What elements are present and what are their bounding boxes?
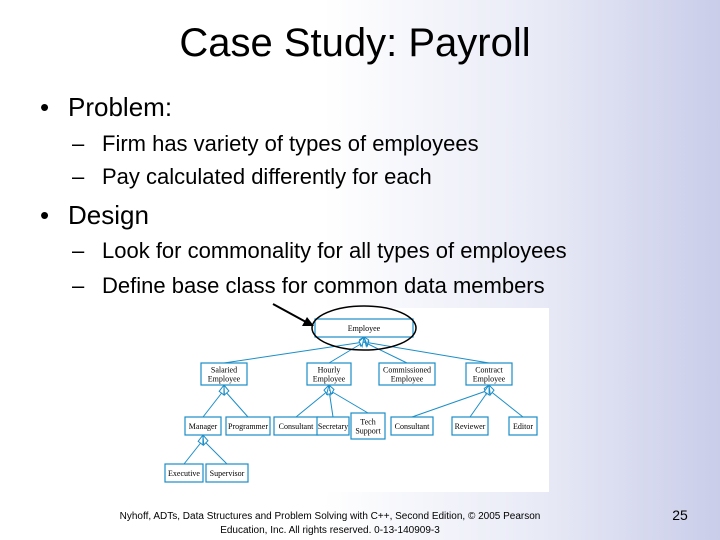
class-node-label: Employee xyxy=(347,324,381,333)
class-node-label: Secretary xyxy=(317,422,349,431)
bullet-dot: • xyxy=(40,200,50,230)
footer-line-2: Education, Inc. All rights reserved. 0-13-140909-3 xyxy=(220,525,440,536)
sub-dash: – xyxy=(72,131,85,156)
class-node-label: Programmer xyxy=(228,422,268,431)
sub-item-commonality-text: Look for commonality for all types of employees xyxy=(102,238,567,263)
class-node-label: Consultant xyxy=(394,422,430,431)
footer-citation xyxy=(100,510,560,538)
sub-dash: – xyxy=(72,238,85,263)
class-node-label: Commissioned xyxy=(382,365,432,375)
slide-title: Case Study: Payroll xyxy=(179,21,531,65)
class-node-label: Tech xyxy=(360,417,376,427)
bullet-dot: • xyxy=(40,92,50,122)
class-node-label: Editor xyxy=(513,422,533,431)
sub-item-base-class-text: Define base class for common data members xyxy=(102,273,545,298)
class-node-label: Executive xyxy=(168,469,200,478)
class-node-label: Hourly xyxy=(317,365,341,375)
bullet-problem-text: Problem: xyxy=(68,92,173,122)
bullet-design-text: Design xyxy=(68,200,149,230)
class-node-label: Contract xyxy=(475,365,503,375)
class-node-label: Manager xyxy=(188,422,218,431)
class-node-label: Supervisor xyxy=(209,469,245,478)
class-node-label: Employee xyxy=(472,374,506,384)
sub-item-pay-text: Pay calculated differently for each xyxy=(102,164,432,189)
class-node-label: Support xyxy=(355,426,381,436)
class-node-label: Employee xyxy=(312,374,346,384)
class-node-label: Employee xyxy=(390,374,424,384)
sub-dash: – xyxy=(72,164,85,189)
footer-line-1: Nyhoff, ADTs, Data Structures and Problem Solving with C++, Second Edition, © 2005 Pearson xyxy=(119,511,541,522)
class-node-label: Consultant xyxy=(278,422,314,431)
class-node-label: Reviewer xyxy=(454,422,486,431)
class-node-label: Employee xyxy=(207,374,241,384)
sub-dash: – xyxy=(72,273,85,298)
highlight-ellipse xyxy=(312,306,416,350)
sub-item-variety-text: Firm has variety of types of employees xyxy=(102,131,479,156)
page-number: 25 xyxy=(672,507,688,523)
class-node-label: Salaried xyxy=(210,365,238,375)
pointer-arrow-line xyxy=(273,304,306,322)
